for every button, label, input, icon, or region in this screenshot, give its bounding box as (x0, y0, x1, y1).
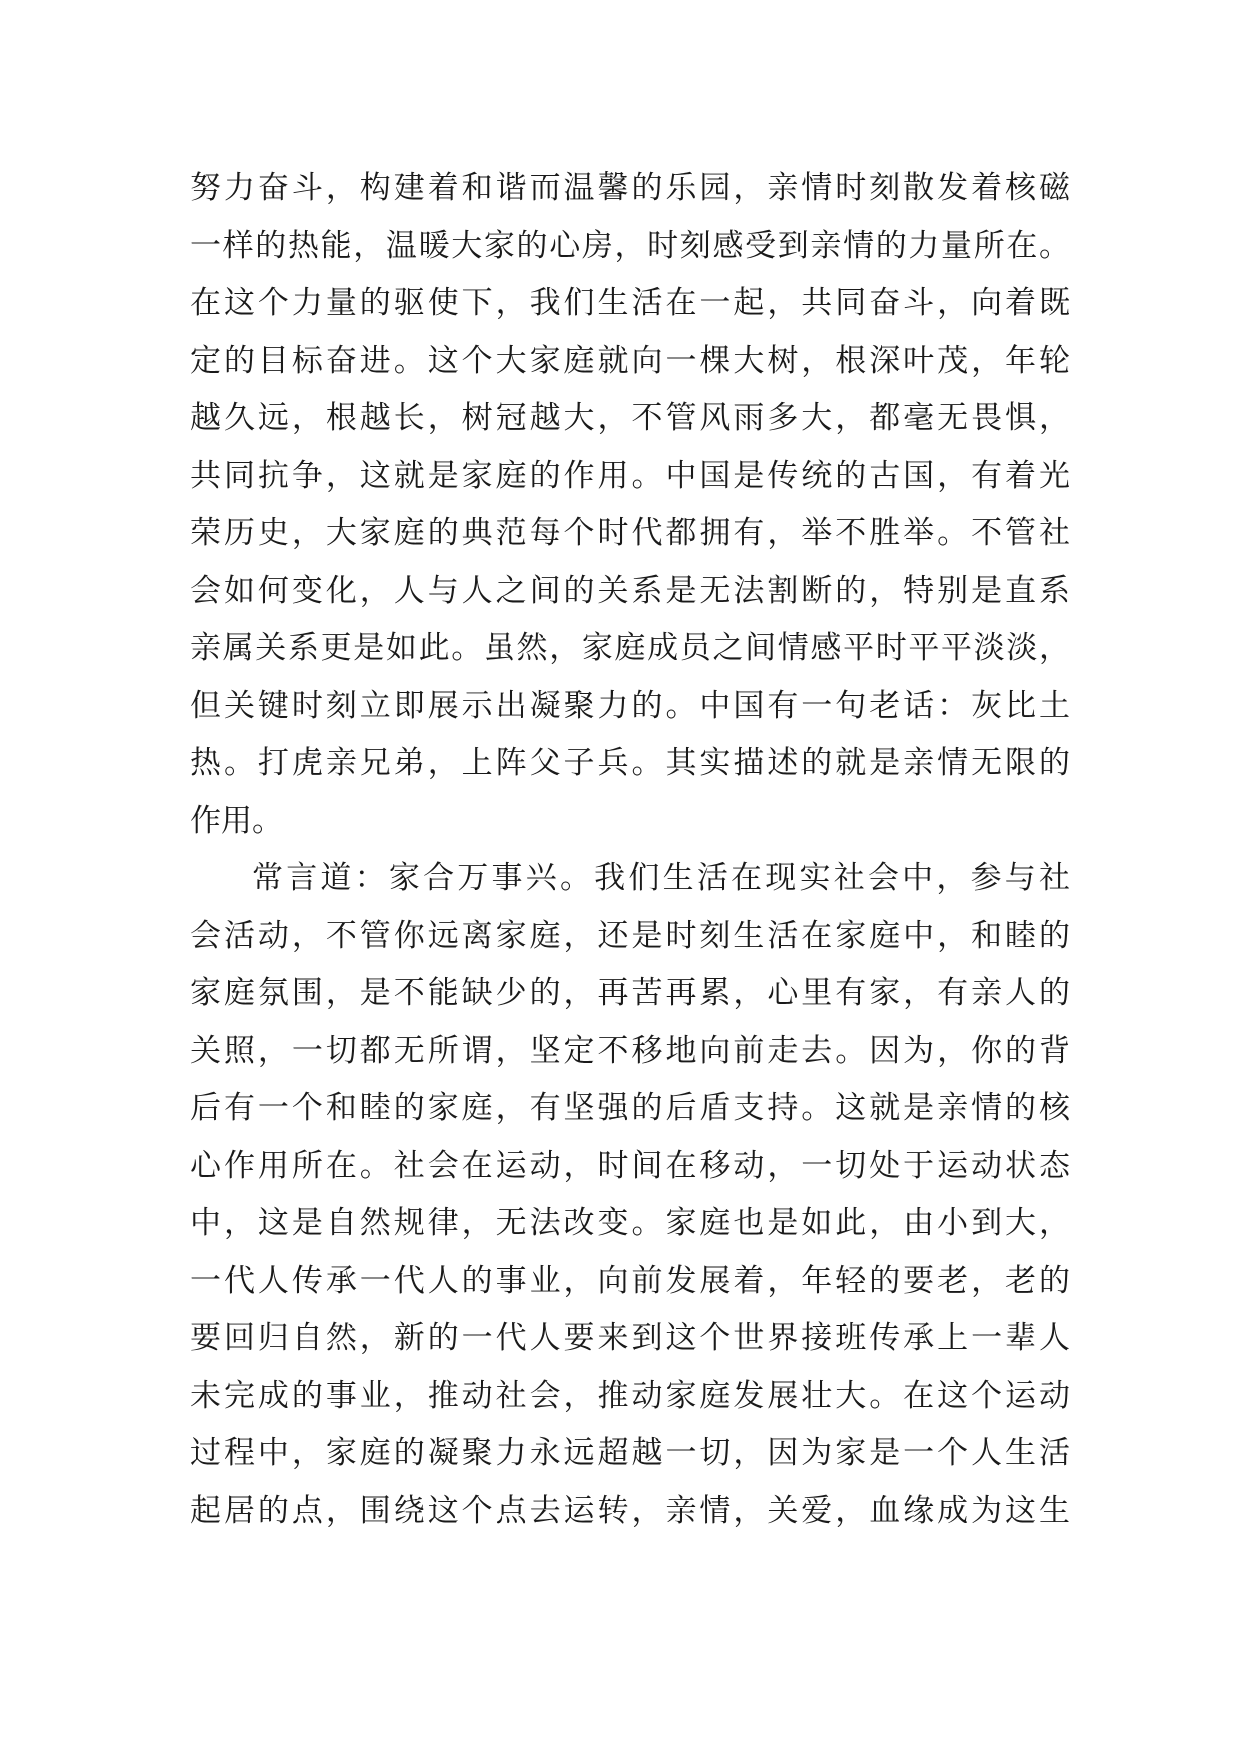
text-line: 会活动，不管你远离家庭，还是时刻生活在家庭中，和睦的 (190, 917, 1070, 954)
text-line: 一代人传承一代人的事业，向前发展着，年轻的要老，老的 (190, 1262, 1070, 1299)
text-line: 中，这是自然规律，无法改变。家庭也是如此，由小到大， (190, 1205, 1070, 1241)
text-line: 努力奋斗，构建着和谐而温馨的乐园，亲情时刻散发着核磁 (190, 170, 1070, 206)
text-line: 要回归自然，新的一代人要来到这个世界接班传承上一辈人 (190, 1320, 1070, 1356)
body-text (190, 160, 1070, 1540)
text-line: 越久远，根越长，树冠越大，不管风雨多大，都毫无畏惧， (190, 400, 1070, 436)
text-line: 后有一个和睦的家庭，有坚强的后盾支持。这就是亲情的核 (190, 1090, 1070, 1126)
text-line: 起居的点，围绕这个点去运转，亲情，关爱，血缘成为这生 (190, 1492, 1070, 1529)
text-line: 共同抗争，这就是家庭的作用。中国是传统的古国，有着光 (190, 457, 1070, 494)
text-line: 定的目标奋进。这个大家庭就向一棵大树，根深叶茂，年轮 (190, 342, 1070, 379)
text-line: 会如何变化，人与人之间的关系是无法割断的，特别是直系 (190, 572, 1070, 609)
text-line: 荣历史，大家庭的典范每个时代都拥有，举不胜举。不管社 (190, 515, 1070, 551)
paragraph-end-line: 作用。 (190, 802, 283, 839)
paragraph-start-line: 常言道：家合万事兴。我们生活在现实社会中，参与社 (252, 860, 1070, 896)
text-line: 心作用所在。社会在运动，时间在移动，一切处于运动状态 (190, 1147, 1070, 1184)
text-line: 热。打虎亲兄弟，上阵父子兵。其实描述的就是亲情无限的 (190, 745, 1070, 781)
text-line: 关照，一切都无所谓，坚定不移地向前走去。因为，你的背 (190, 1032, 1070, 1069)
text-line: 过程中，家庭的凝聚力永远超越一切，因为家是一个人生活 (190, 1435, 1070, 1471)
text-line: 亲属关系更是如此。虽然，家庭成员之间情感平时平平淡淡， (190, 630, 1070, 666)
text-line: 但关键时刻立即展示出凝聚力的。中国有一句老话：灰比土 (190, 687, 1070, 724)
text-line: 在这个力量的驱使下，我们生活在一起，共同奋斗，向着既 (190, 285, 1070, 321)
text-line: 未完成的事业，推动社会，推动家庭发展壮大。在这个运动 (190, 1377, 1070, 1414)
text-line: 一样的热能，温暖大家的心房，时刻感受到亲情的力量所在。 (190, 227, 1070, 264)
text-line: 家庭氛围，是不能缺少的，再苦再累，心里有家，有亲人的 (190, 975, 1070, 1011)
